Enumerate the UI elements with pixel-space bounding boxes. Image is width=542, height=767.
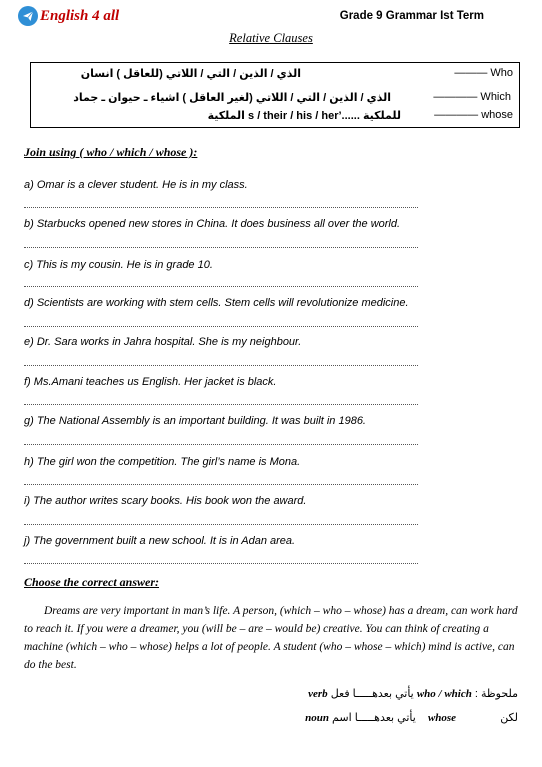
answer-line-f[interactable] xyxy=(24,404,418,405)
note-text: يأتي بعدهـــــا فعل xyxy=(330,688,414,700)
course-label: Grade 9 Grammar Ist Term xyxy=(339,10,484,22)
answer-line-e[interactable] xyxy=(24,365,418,366)
brand-logo xyxy=(18,6,119,26)
note-words: whose xyxy=(427,712,457,724)
question-i: i) The author writes scary books. His book won the award. xyxy=(24,495,307,507)
note-who-which xyxy=(308,687,518,700)
rule-who xyxy=(31,67,519,85)
question-e: e) Dr. Sara works in Jahra hospital. She is my neighbour. xyxy=(24,336,302,348)
passage xyxy=(24,602,524,674)
rule-which xyxy=(31,91,519,109)
telegram-plane-icon xyxy=(18,6,38,26)
note-word-type: verb xyxy=(308,688,328,700)
answer-line-h[interactable] xyxy=(24,484,418,485)
rule-arabic: للملكية ......’s / their / his / her الملكية xyxy=(207,110,401,122)
rule-arabic: الذي / الذين / التي / اللاتي (لغير العاقل ) اشياء ـ حيوان ـ جماد xyxy=(73,92,391,104)
note-label: ملحوظة : xyxy=(474,688,518,700)
question-h: h) The girl won the competition. The girl’s name is Mona. xyxy=(24,456,301,468)
rule-english: ———— Which xyxy=(433,91,511,103)
question-f: f) Ms.Amani teaches us English. Her jacket is black. xyxy=(24,376,277,388)
note-words: who / which xyxy=(416,688,472,700)
answer-line-i[interactable] xyxy=(24,524,418,525)
note-label: لكن xyxy=(500,712,518,724)
page-title: Relative Clauses xyxy=(229,31,313,45)
answer-line-d[interactable] xyxy=(24,326,418,327)
note-text: يأتي بعدهـــــا اسم xyxy=(332,712,416,724)
question-a: a) Omar is a clever student. He is in my class. xyxy=(24,179,248,191)
note-word-type: noun xyxy=(305,712,329,724)
answer-line-g[interactable] xyxy=(24,444,418,445)
note-whose xyxy=(305,711,518,724)
rule-english: ——— Who xyxy=(454,67,513,79)
answer-line-a[interactable] xyxy=(24,207,418,208)
section-join-heading: Join using ( who / which / whose ): xyxy=(24,145,198,159)
question-g: g) The National Assembly is an important building. It was built in 1986. xyxy=(24,415,366,427)
answer-line-c[interactable] xyxy=(24,286,418,287)
passage-text: Dreams are very important in man’s life. A person, (which – who – whose) has a dream, can work hard to reach it. If you were a dreamer, you (will be – are – would be) creative. You can think of creating a machine (which – who – whose) helps a lot of people. A student (who – whose – which) mind is active, can do the best. xyxy=(24,605,518,671)
rule-arabic: الذي / الذين / التي / اللاتي (للعاقل ) انسان xyxy=(80,68,301,80)
brand-name: English 4 all xyxy=(40,7,120,24)
rule-whose xyxy=(31,109,519,127)
answer-line-j[interactable] xyxy=(24,563,418,564)
question-c: c) This is my cousin. He is in grade 10. xyxy=(24,259,213,271)
answer-line-b[interactable] xyxy=(24,247,418,248)
rules-box xyxy=(30,62,520,128)
question-d: d) Scientists are working with stem cells. Stem cells will revolutionize medicine. xyxy=(24,297,409,309)
section-choose-heading: Choose the correct answer: xyxy=(24,575,159,589)
question-b: b) Starbucks opened new stores in China. It does business all over the world. xyxy=(24,218,401,230)
rule-english: ———— whose xyxy=(434,109,513,121)
question-j: j) The government built a new school. It is in Adan area. xyxy=(24,535,296,547)
